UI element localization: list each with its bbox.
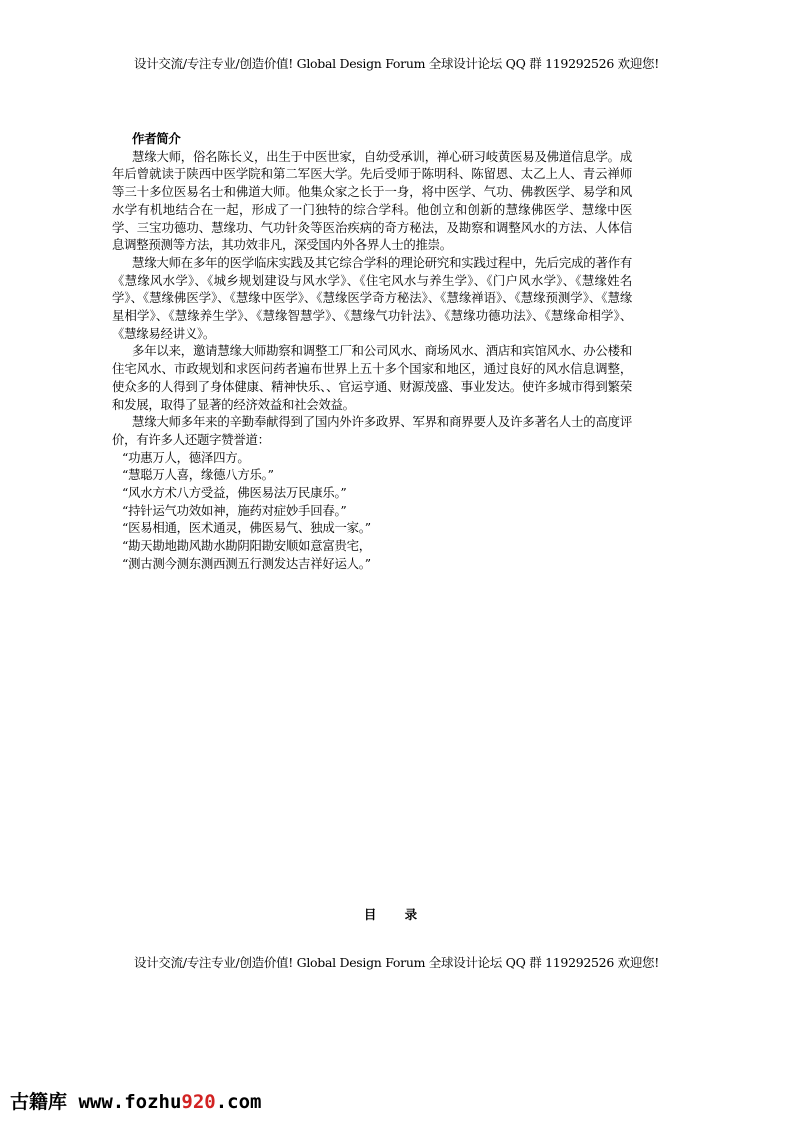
paragraph-services: 多年以来，邀请慧缘大师勘察和调整工厂和公司风水、商场风水、酒店和宾馆风水、办公楼和住宅风水、市政规划和求医问药者遍布世界上五十多个国家和地区，通过良好的风水信息调整，使众多的人得到了身体健康、精神快乐、、官运亨通、财源茂盛、事业发达。使许多城市得到繁荣和发展，取得了显著的经济效益和社会效益。 bbox=[112, 343, 632, 412]
paragraph-works: 慧缘大师在多年的医学临床实践及其它综合学科的理论研究和实践过程中，先后完成的著作有《慧缘风水学》、《城乡规划建设与风水学》、《住宅风水与养生学》、《门户风水学》、《慧缘姓名学》、《慧缘佛医学》、《慧缘中医学》、《慧缘医学奇方秘法》、《慧缘禅语》、《慧缘预测学》、《慧缘星相学》、《慧缘养生学》、《慧缘智慧学》、《慧缘气功针法》、《慧缘功德功法》、《慧缘命相学》、《慧缘易经讲义》。 bbox=[112, 254, 632, 341]
paragraph-praise: 慧缘大师多年来的辛勤奉献得到了国内外许多政界、军界和商界要人及许多著名人士的高度评价，有许多人还题字赞誉道： bbox=[112, 414, 632, 447]
watermark-prefix: 古籍库 www.fozhu bbox=[10, 1091, 182, 1113]
watermark-number: 920 bbox=[181, 1091, 216, 1113]
watermark-suffix: .com bbox=[215, 1091, 262, 1113]
section-title: 作者简介 bbox=[132, 131, 181, 146]
quote-line: “勘天勘地勘风勘水勘阴阳勘安顺如意富贵宅， bbox=[122, 538, 371, 554]
paragraph-bio: 慧缘大师，俗名陈长义，出生于中医世家，自幼受承训，禅心研习岐黄医易及佛道信息学。成年后曾就读于陕西中医学院和第二军医大学。先后受师于陈明科、陈留恩、太乙上人、青云禅师等三十多位医易名士和佛道大师。他集众家之长于一身，将中医学、气功、佛教医学、易学和风水学有机地结合在一起，形成了一门独特的综合学科。他创立和创新的慧缘佛医学、慧缘中医学、三宝功德功、慧缘功、气功针灸等医治疾病的奇方秘法，及勘察和调整风水的方法、人体信息调整预测等方法，其功效非凡，深受国内外各界人士的推崇。 bbox=[112, 148, 632, 253]
quote-line: “风水方术八方受益，佛医易法万民康乐。” bbox=[122, 485, 347, 501]
site-watermark bbox=[10, 1087, 261, 1114]
page-footer: 设计交流/专注专业/创造价值! Global Design Forum 全球设计论坛 QQ 群 119292526 欢迎您! bbox=[134, 955, 659, 970]
toc-heading: 目 录 bbox=[363, 907, 430, 922]
page-header: 设计交流/专注专业/创造价值! Global Design Forum 全球设计论坛 QQ 群 119292526 欢迎您! bbox=[134, 56, 659, 71]
quote-line: “医易相通，医术通灵，佛医易气、独成一家。” bbox=[122, 520, 371, 536]
quote-line: “测古测今测东测西测五行测发达吉祥好运人。” bbox=[122, 555, 371, 571]
author-intro-section bbox=[112, 130, 632, 573]
quote-line: “功惠万人，德泽四方。 bbox=[122, 449, 250, 465]
quote-line: “持针运气功效如神，施药对症妙手回春。” bbox=[122, 502, 347, 518]
quote-line: “慧聪万人喜，缘德八方乐。” bbox=[122, 467, 274, 483]
